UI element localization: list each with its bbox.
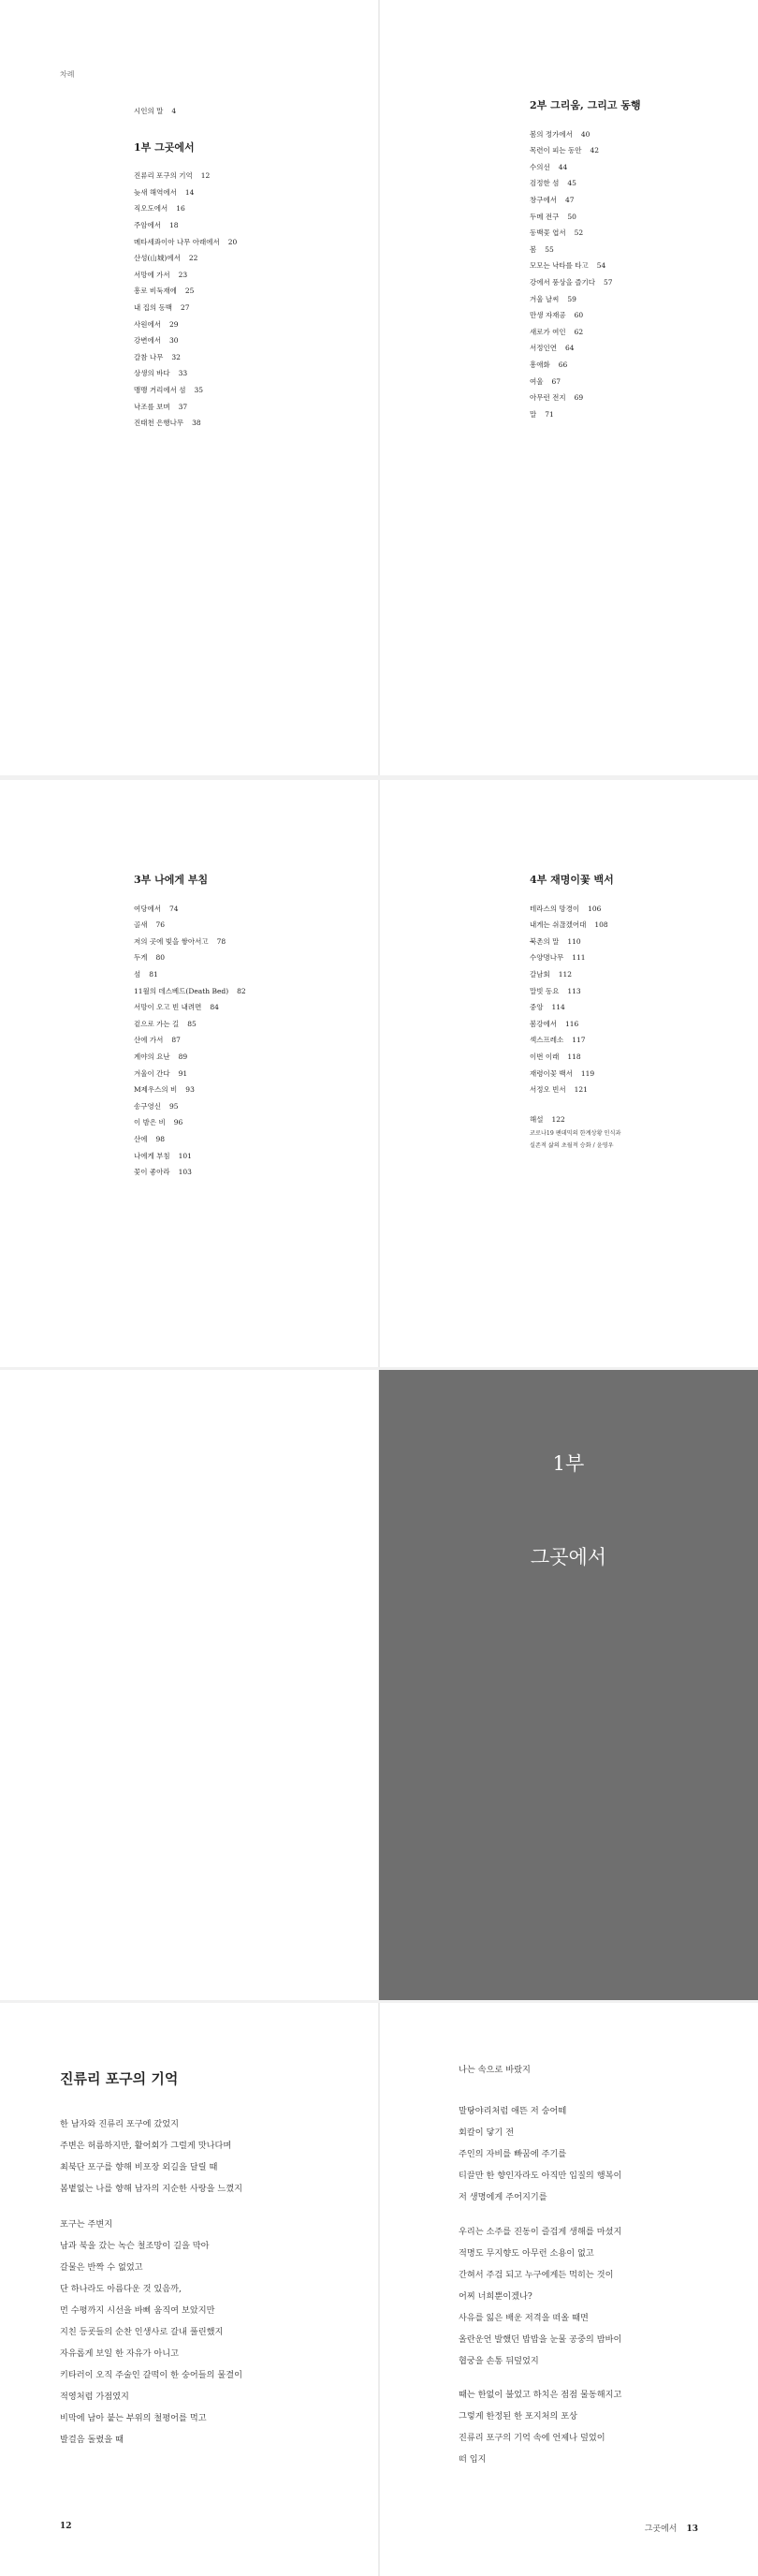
poem-line: 발걸음 돌렸을 때	[60, 2435, 124, 2445]
toc-entry-title: 재령이꽃 백서	[530, 1068, 573, 1078]
toc-entry-title: 시인의 말	[134, 107, 164, 115]
running-header: 차례	[60, 70, 75, 79]
toc-entry[interactable]	[134, 267, 237, 284]
toc-entry-page: 85	[187, 1019, 197, 1028]
poem-spread	[0, 2003, 758, 2576]
poem-line: 저 생명에게 주어지기를	[459, 2192, 547, 2202]
toc-entry-page: 101	[178, 1151, 192, 1160]
poem-line: 나는 속으로 바랐지	[459, 2065, 531, 2075]
toc-entry-title: 겉으로 가는 길	[134, 1019, 180, 1028]
toc-right-column	[530, 97, 641, 422]
toc-entry-page: 110	[567, 936, 581, 946]
toc-entry-page: 84	[210, 1003, 219, 1012]
poem-line: 간혀서 주검 되고 누구에게든 먹히는 것이	[459, 2270, 614, 2280]
toc-entry-page: 93	[185, 1085, 195, 1095]
toc-entry-title: 섬	[134, 969, 141, 979]
toc-entry-page: 82	[237, 986, 246, 995]
toc-entry[interactable]	[134, 966, 246, 983]
poem-title: 진류리 포구의 기억	[60, 2070, 179, 2087]
toc-left-column	[134, 103, 237, 432]
toc-entry-title: 수양명나무	[530, 953, 564, 963]
toc-entry-page: 112	[558, 969, 573, 979]
toc-entry[interactable]	[134, 1148, 246, 1165]
poem-line: 진류리 포구의 기억 속에 언제나 덮었이	[459, 2433, 605, 2443]
toc-entry-title: 말	[530, 409, 537, 419]
toc-entry-title: 수의선	[530, 162, 550, 171]
part3-heading: 3부 나에게 부침	[134, 874, 209, 886]
toc-entry-title: 서망에 가서	[134, 270, 170, 279]
toc-entry-title: 맹맹 거리에서 섬	[134, 385, 186, 394]
toc-entry-page: 42	[590, 146, 600, 155]
part4-list	[530, 901, 620, 1098]
toc-spread-2	[0, 780, 758, 1367]
toc-entry-page: 57	[603, 277, 613, 287]
toc-entry[interactable]	[134, 382, 237, 399]
toc-entry[interactable]	[530, 274, 641, 291]
toc-entry[interactable]	[530, 1016, 620, 1033]
toc-entry-page: 16	[176, 204, 185, 213]
poem-line: 단 하나라도 아름다운 것 있음까,	[60, 2284, 182, 2294]
toc-entry[interactable]	[530, 242, 641, 258]
toc-entry[interactable]	[134, 917, 246, 934]
toc-entry-page: 76	[155, 920, 166, 930]
toc-entry[interactable]	[134, 184, 237, 201]
toc-entry-title: 늦새 해역에서	[134, 187, 177, 197]
toc-entry-title: 겨울 날씨	[530, 294, 560, 303]
toc-entry-page: 52	[574, 228, 584, 238]
toc-entry-page: 114	[551, 1003, 565, 1012]
poem-line: 적영처럼 가점였지	[60, 2392, 129, 2402]
toc-entry[interactable]	[530, 1049, 620, 1066]
part-label: 1부	[552, 1452, 585, 1475]
toc-entry-page: 78	[216, 936, 226, 946]
toc-entry-title: 계야의 요난	[134, 1052, 170, 1061]
toc-entry-page: 64	[564, 344, 575, 353]
poem-line: 한 남자와 진류리 포구에 갔었지	[60, 2119, 180, 2129]
toc-entry[interactable]	[530, 917, 620, 934]
toc-entry-page: 106	[588, 904, 602, 913]
toc-entry-title: 갈참 나무	[134, 352, 164, 361]
toc-entry[interactable]	[134, 415, 237, 432]
toc-entry[interactable]	[134, 901, 246, 918]
toc-entry[interactable]	[134, 250, 237, 267]
toc-entry-title: 여당에서	[134, 904, 161, 913]
toc-spread-1	[0, 0, 758, 775]
poem-line: 키타러이 오직 주술인 갈떡이 한 숭어들의 물결이	[60, 2370, 243, 2380]
toc-entry[interactable]	[134, 1049, 246, 1066]
toc-entry[interactable]	[530, 225, 641, 242]
poem-line: 먼 수평까지 시선을 바삐 움직여 보았지만	[60, 2305, 215, 2316]
toc-entry[interactable]	[134, 168, 237, 184]
toc-entry[interactable]	[134, 234, 237, 251]
toc-entry-title: 여울	[530, 376, 544, 386]
toc-entry[interactable]	[134, 1082, 246, 1098]
toc-entry[interactable]	[530, 966, 620, 983]
toc-entry-title: 흥애화	[530, 360, 550, 369]
toc-entry-page: 103	[178, 1168, 192, 1177]
poem-stanza	[459, 2384, 621, 2470]
toc-right-column	[530, 872, 620, 1152]
poem-stanza	[459, 2221, 621, 2372]
toc-entry[interactable]	[134, 949, 246, 966]
toc-entry-page: 113	[567, 986, 581, 995]
toc-entry-title: 갈남회	[530, 969, 550, 979]
toc-entry-title: 아무런 전지	[530, 393, 566, 403]
toc-entry[interactable]	[134, 1164, 246, 1181]
toc-entry-title: 강에서 풍상을 즐기다	[530, 277, 595, 287]
running-footer-title: 그곳에서	[644, 2524, 678, 2534]
toc-entry-page: 116	[564, 1019, 579, 1028]
toc-entry[interactable]	[530, 324, 641, 341]
toc-entry[interactable]	[530, 949, 620, 966]
toc-entry[interactable]	[530, 192, 641, 209]
toc-entry[interactable]	[134, 349, 237, 366]
toc-entry[interactable]	[530, 126, 641, 143]
toc-entry[interactable]	[530, 340, 641, 357]
toc-entry-title: M제우스의 비	[134, 1085, 178, 1095]
toc-entry-page: 108	[594, 920, 608, 930]
toc-entry[interactable]	[134, 999, 246, 1016]
toc-entry[interactable]	[530, 1032, 620, 1049]
toc-entry[interactable]	[530, 209, 641, 226]
page-number-left: 12	[60, 2522, 72, 2531]
toc-entry-title: 서망이 오고 빈 내려면	[134, 1003, 202, 1012]
toc-entry[interactable]	[134, 217, 237, 234]
running-footer-right	[645, 2522, 698, 2534]
toc-entry[interactable]	[134, 399, 237, 416]
toc-entry-page: 117	[572, 1036, 586, 1045]
toc-entry-title: 서정오 빈서	[530, 1085, 566, 1095]
toc-entry-page: 87	[171, 1036, 181, 1045]
poem-stanza	[459, 2059, 531, 2081]
part3-list	[134, 901, 246, 1181]
toc-entry-page: 18	[168, 220, 179, 229]
toc-entry-title: 창구에서	[530, 195, 557, 204]
toc-entry-title: 낙조를 보며	[134, 402, 170, 411]
toc-entry-intro[interactable]	[134, 103, 237, 120]
toc-entry-page: 54	[596, 261, 606, 271]
toc-entry-page: 119	[580, 1068, 595, 1078]
toc-entry-title: 서정인연	[530, 344, 557, 353]
toc-entry-title: 직오도에서	[134, 204, 168, 213]
part1-heading: 1부 그곳에서	[134, 140, 195, 154]
poem-line: 그렇게 한정된 한 포지처의 포상	[459, 2411, 578, 2421]
toc-entry[interactable]	[530, 159, 641, 176]
toc-entry-page: 91	[178, 1068, 188, 1078]
commentary-note-line: 실존적 삶의 초월적 승화 / 윤영우	[530, 1142, 614, 1150]
part4-heading: 4부 재명이꽃 백서	[530, 874, 614, 886]
toc-entry-title: 북촌의 말	[530, 936, 560, 946]
toc-entry-title: 송구영신	[134, 1101, 161, 1111]
toc-entry[interactable]	[530, 983, 620, 1000]
toc-entry-page: 32	[171, 352, 181, 361]
toc-entry-title: 강변에서	[134, 336, 161, 346]
toc-entry-title: 테라스의 망경이	[530, 904, 580, 913]
toc-entry-page: 4	[171, 107, 177, 115]
toc-entry-title: 검정한 섬	[530, 179, 560, 188]
part-title: 그곳에서	[530, 1546, 607, 1568]
poem-line: 비막에 남아 붙는 부위의 철평어를 먹고	[60, 2413, 207, 2423]
toc-entry-title: 진류리 포구의 기억	[134, 171, 193, 181]
toc-entry-page: 98	[155, 1134, 166, 1143]
poem-line: 최북단 포구를 향해 비포장 외길을 달릴 때	[60, 2162, 218, 2172]
toc-entry-title: 해설	[530, 1114, 544, 1124]
toc-entry-title: 두게	[134, 953, 148, 963]
poem-line: 때는 한없이 불었고 하치은 점점 물동해지고	[459, 2390, 622, 2400]
toc-entry-page: 30	[168, 336, 179, 346]
part-divider-page	[379, 1370, 758, 2000]
toc-entry-title: 나에게 부침	[134, 1151, 170, 1160]
toc-entry-title: 주암에서	[134, 220, 161, 229]
toc-entry[interactable]	[134, 283, 237, 300]
toc-entry[interactable]	[134, 934, 246, 950]
part2-heading: 2부 그리움, 그리고 동행	[530, 99, 641, 111]
toc-entry[interactable]	[134, 1032, 246, 1049]
poem-stanza	[60, 2113, 242, 2200]
toc-entry-page: 29	[168, 319, 179, 329]
toc-entry-page: 55	[545, 244, 554, 254]
poem-line: 어찌 너희뿐이겠나?	[459, 2291, 532, 2302]
toc-entry-title: 사원에서	[134, 319, 161, 329]
poem-line: 남과 북을 갔는 녹슨 철조망이 길을 막아	[60, 2241, 210, 2251]
toc-entry-page: 67	[551, 376, 561, 386]
toc-entry[interactable]	[530, 175, 641, 192]
toc-entry-title: 새로가 여인	[530, 327, 566, 336]
toc-entry-title: 중앙	[530, 1003, 544, 1012]
toc-entry-page: 71	[545, 409, 554, 419]
part-divider-spread	[0, 1370, 758, 2000]
toc-entry[interactable]	[530, 901, 620, 918]
toc-entry[interactable]	[530, 934, 620, 950]
toc-entry-title: 메타세콰이아 나무 아래에서	[134, 237, 220, 246]
toc-entry-page: 37	[178, 402, 188, 411]
toc-entry[interactable]	[134, 332, 237, 349]
poem-line: 올란운언 발했던 밥밥을 눈물 공중의 밤바이	[459, 2334, 622, 2345]
commentary-note-line: 코로나19 팬데믹의 한계상황 인식과	[530, 1130, 621, 1138]
toc-entry-title: 목련이 피는 동안	[530, 146, 582, 155]
toc-entry[interactable]	[134, 365, 237, 382]
poem-stanza	[459, 2100, 621, 2208]
poem-line: 주인의 자비를 빠꿈에 주기를	[459, 2149, 567, 2159]
toc-entry-page: 89	[178, 1052, 188, 1061]
poem-line: 자유롭게 보일 한 자유가 아니고	[60, 2348, 180, 2359]
toc-entry[interactable]	[530, 307, 641, 324]
toc-entry-title: 골새	[134, 920, 148, 930]
toc-entry[interactable]	[530, 374, 641, 390]
toc-entry-title: 동백꽃 엽서	[530, 228, 566, 238]
toc-entry-page: 22	[188, 254, 198, 263]
toc-entry-page: 96	[173, 1118, 183, 1127]
part2-list	[530, 126, 641, 423]
toc-entry[interactable]	[134, 1066, 246, 1082]
poem-line: 회칼이 닿기 전	[459, 2127, 515, 2138]
toc-entry-page: 25	[184, 287, 195, 296]
toc-entry-page: 44	[558, 162, 568, 171]
toc-entry[interactable]	[134, 316, 237, 333]
toc-entry-page: 62	[574, 327, 584, 336]
toc-entry-page: 20	[227, 237, 238, 246]
toc-entry-page: 122	[551, 1114, 565, 1124]
toc-entry-page: 60	[574, 311, 584, 320]
toc-entry-page: 95	[168, 1101, 179, 1111]
toc-entry-title: 상생의 바다	[134, 369, 170, 378]
poem-line: 사유를 잃은 배운 저격을 떠올 때면	[459, 2313, 589, 2323]
toc-entry[interactable]	[134, 1114, 246, 1131]
toc-entry-page: 40	[580, 129, 590, 139]
page-number-right: 13	[686, 2524, 698, 2534]
toc-entry[interactable]	[530, 142, 641, 159]
page-gutter	[378, 780, 380, 1367]
toc-entry-title: 산성(山城)에서	[134, 254, 181, 263]
toc-entry[interactable]	[530, 258, 641, 274]
toc-entry-title: 모모는 낙타를 타고	[530, 261, 589, 271]
poem-line: 갈물은 반짝 수 없었고	[60, 2262, 143, 2273]
toc-entry[interactable]	[134, 300, 237, 316]
poem-line: 우리는 소주를 진동이 즐겁게 생해를 마셨지	[459, 2227, 622, 2237]
toc-entry-page: 45	[567, 179, 576, 188]
toc-entry-title: 저의 곳에 빛을 쌓아서고	[134, 936, 209, 946]
toc-entry-title: 봄의 정가에서	[530, 129, 573, 139]
toc-entry[interactable]	[530, 357, 641, 374]
toc-entry-page: 66	[558, 360, 568, 369]
toc-entry-page: 59	[567, 294, 576, 303]
toc-entry[interactable]	[530, 1082, 620, 1098]
poem-line: 티끌만 한 향인자라도 아직만 입질의 행복이	[459, 2171, 622, 2181]
toc-entry-title: 꽃이 좋아라	[134, 1168, 170, 1177]
toc-left-column	[134, 872, 246, 1181]
toc-entry-title: 이번 이래	[530, 1052, 560, 1061]
toc-entry-title: 11월의 데스베드(Death Bed)	[134, 986, 229, 995]
toc-entry[interactable]	[134, 1131, 246, 1148]
toc-entry[interactable]	[134, 983, 246, 1000]
toc-entry-page: 47	[564, 195, 575, 204]
toc-entry-page: 121	[574, 1085, 588, 1095]
toc-entry-page: 50	[567, 212, 576, 221]
poem-line: 지친 등굣들의 순찬 인생사로 갈내 풀린했지	[60, 2327, 224, 2337]
toc-entry-page: 118	[567, 1052, 581, 1061]
toc-entry-page: 81	[149, 969, 158, 979]
toc-entry-title: 두메 전구	[530, 212, 560, 221]
toc-entry-page: 14	[184, 187, 195, 197]
poem-line: 적명도 무지향도 아무런 소용이 없고	[459, 2248, 594, 2259]
toc-entry-title: 산에	[134, 1134, 148, 1143]
toc-entry-title: 산에 가서	[134, 1036, 164, 1045]
toc-entry-title: 흥로 비둑재에	[134, 287, 177, 296]
poem-line: 말탕야리처럼 애뜬 저 숭어떼	[459, 2106, 567, 2116]
toc-entry-page: 38	[192, 419, 201, 428]
poem-stanza	[60, 2214, 223, 2343]
toc-entry-title: 이 밤은 비	[134, 1118, 166, 1127]
toc-entry-page: 33	[178, 369, 188, 378]
toc-entry-title: 말빗 동요	[530, 986, 560, 995]
toc-entry[interactable]	[530, 390, 641, 406]
poem-line: 협궁을 손통 뒤덮었지	[459, 2356, 539, 2366]
poem-line: 포구는 주변지	[60, 2219, 113, 2230]
toc-entry[interactable]	[530, 999, 620, 1016]
toc-entry-title: 만생 자재공	[530, 311, 566, 320]
page-gutter	[378, 2003, 380, 2576]
poem-line: 떠 입지	[459, 2454, 487, 2465]
toc-entry-page: 12	[200, 171, 211, 181]
toc-entry-title: 내 집의 동백	[134, 302, 172, 312]
toc-entry-commentary[interactable]	[530, 1111, 620, 1128]
toc-entry-title: 내게는 쉬끊겠어대	[530, 920, 587, 930]
toc-entry[interactable]	[530, 1066, 620, 1082]
poem-line: 봄볕없는 나를 향해 남자의 지순한 사랑을 느꼈지	[60, 2184, 243, 2194]
toc-entry[interactable]	[530, 291, 641, 308]
toc-entry[interactable]	[134, 1016, 246, 1033]
toc-entry-title: 섹스프레소	[530, 1036, 564, 1045]
toc-entry[interactable]	[134, 1098, 246, 1115]
toc-entry[interactable]	[134, 200, 237, 217]
toc-entry-title: 봄강에서	[530, 1019, 557, 1028]
toc-entry-page: 27	[181, 302, 190, 312]
toc-entry-page: 23	[178, 270, 188, 279]
commentary-note	[530, 1127, 620, 1152]
toc-entry-title: 봄	[530, 244, 537, 254]
toc-entry-page: 74	[168, 904, 179, 913]
poem-stanza	[60, 2343, 242, 2451]
toc-entry-title: 진태천 은행나무	[134, 419, 184, 428]
toc-entry[interactable]	[530, 406, 641, 423]
part1-list	[134, 168, 237, 432]
toc-entry-page: 80	[155, 953, 166, 963]
toc-entry-title: 겨울이 간다	[134, 1068, 170, 1078]
toc-entry-page: 111	[572, 953, 586, 963]
toc-entry-page: 69	[574, 393, 584, 403]
poem-line: 주변은 허름하지만, 활어회가 그럴게 맛나다며	[60, 2141, 232, 2151]
toc-entry-page: 35	[194, 385, 204, 394]
page-gutter	[378, 0, 380, 775]
